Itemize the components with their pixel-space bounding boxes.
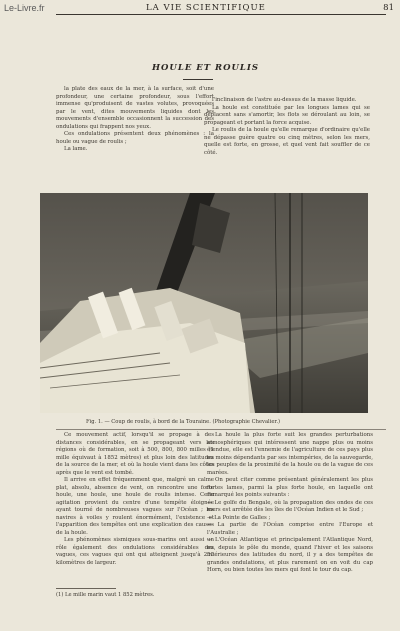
photo-illustration [40, 193, 368, 413]
column-top-left [56, 86, 214, 154]
watermark-logo: Le-Livre.fr [4, 3, 45, 13]
footnote-rule [56, 588, 116, 589]
paragraph: Il arrive en effet fréquemment que, malgré un calme plat, absolu, absence de vent, on rencontre une forte houle, une houle, une houle de roulis intense. Celle agitation provient du centre d'une tempête éloignée ayant tourné de nombreuses vagues sur l'Océan ; les navires à voiles y roulent énormément, l'existence et l'apparition des tempêtes ont une explication des causes de la houle. [56, 477, 214, 536]
paragraph: Le roulis de la houle qu'elle remarque d'ordinaire qu'elle ne dépasse guère quatre ou cinq mètres, selon les mers, quelle est forte, en grosse, et quel vent fait souffler de ce côté. [204, 127, 370, 156]
title-rule [183, 79, 213, 80]
list-item: — L'Océan Atlantique et principalement l'Atlantique Nord, ou, depuis le pôle du monde, quand l'hiver et les saisons intérieures des latitudes du nord, il y a des tempêtes de grandes ondulations, et plus rarement on en voit du cap Horn, ou bien toutes les mers qui font le tour du cap. [207, 537, 373, 573]
ship-roll-photograph [40, 193, 368, 413]
column-bottom-left [56, 432, 214, 567]
caption-rule [56, 429, 386, 430]
list-item: — La Pointe de Galles ; [207, 514, 271, 521]
header-rule [56, 14, 386, 15]
list-item: — Le golfe du Bengale, où la propagation des ondes de ces mers est arrêtée dès les îles de l'Océan Indien et le Sud ; [207, 499, 373, 513]
paragraph: Ces ondulations présentent deux phénomènes : la houle ou vague de roulis ; [56, 131, 214, 145]
column-top-right [204, 97, 370, 157]
footnote: (1) Le mille marin vaut 1 852 mètres. [56, 592, 155, 598]
paragraph: La houle la plus forte suit les grandes perturbations atmosphériques qui intéressent une nappe plus ou moins étendue, elle est l'ennemie de l'agriculture de ces pays plus ou moins dépendants par ses intempéries, de la sauvegarde, les peuples de la proximité de la houle ou de la vague de ces marées. [207, 432, 373, 476]
paragraph: Ce mouvement actif, lorsqu'il se propage à des distances considérables, en se propageant vers les régions où de formation, soit à 500, 800, 800 milles (1 mille équivaut à 1852 mètres) et plus loin des latitudes de la source de la mer, et où la houle vient dans les côtes après que le vent est tombé. [56, 432, 214, 476]
article-title: HOULE ET ROULIS [152, 63, 259, 73]
list-item: — La partie de l'Océan comprise entre l'Europe et l'Australie ; [207, 522, 373, 536]
paragraph: la plate des eaux de la mer, à la surface, soit d'une profondeur, une certaine profondeur, sous l'effort immense qu'produisent de vastes volutes, provoquées par le vent, dites mouvements liquides dont les mouvements d'ensemble occasionnent la succession des ondulations qui frappent nos yeux. [56, 86, 214, 130]
page-number: 81 [383, 3, 394, 13]
paragraph: On peut citer comme présentant généralement les plus fortes lames, parmi la plus forte houle, en laquelle ont remarqué les points suivants : [207, 477, 373, 498]
column-bottom-right [207, 432, 373, 575]
running-head: LA VIE SCIENTIFIQUE [146, 3, 266, 13]
paragraph: La houle est constituée par les longues lames qui se déplacent sans s'amortir, les flots se déroulant au loin, se propageant et portant la force acquise. [204, 104, 370, 126]
paragraph: l'inclinaison de l'astre au-dessus de la masse liquide. [212, 97, 357, 103]
paragraph: Les phénomènes sismiques sous-marins ont aussi un rôle également des ondulations considérables des vagues, ces vagues qui ont qui atteignent jusqu'à 250 kilomètres de largeur. [56, 537, 214, 566]
paragraph: La lame. [64, 146, 88, 152]
figure-caption: Fig. 1. — Coup de roulis, à bord de la Touraine. (Photographie Chevalier.) [86, 419, 281, 425]
